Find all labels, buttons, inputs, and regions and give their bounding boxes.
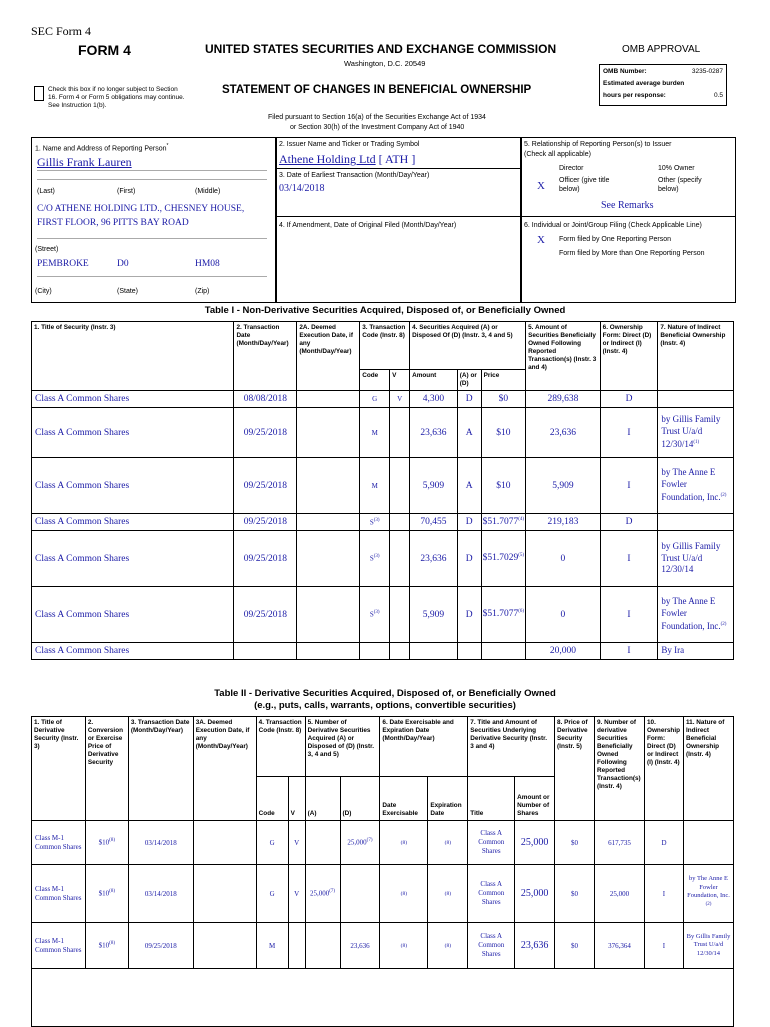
table1-row xyxy=(32,391,734,408)
t1-ad: D xyxy=(457,531,481,587)
t1-title: Class A Common Shares xyxy=(32,514,234,531)
t1-owned: 23,636 xyxy=(526,408,601,458)
t1-nature: by Gillis Family Trust U/a/d 12/30/14$^{(1)}$ xyxy=(658,408,734,458)
t1-price: Price xyxy=(481,370,525,391)
t2-exp: (8) xyxy=(428,923,468,969)
t2-h4: 4. Transaction Code (Instr. 8) xyxy=(256,717,305,777)
t1-amount xyxy=(410,643,458,660)
t2-date: 09/25/2018 xyxy=(128,923,193,969)
t2-owned: 25,000 xyxy=(595,865,645,923)
t2-h6: 6. Date Exercisable and Expiration Date (Month/Day/Year) xyxy=(380,717,468,777)
officer-mark: X xyxy=(537,180,545,192)
table1-row xyxy=(32,643,734,660)
t1-deemed xyxy=(297,643,360,660)
t1-form: I xyxy=(600,408,658,458)
t2-nature xyxy=(683,821,733,865)
t1-nature: by The Anne E Fowler Foundation, Inc.$^{(2)}$ xyxy=(658,458,734,514)
box2-issuer xyxy=(275,137,522,169)
t1-form: I xyxy=(600,587,658,643)
t1-code: M xyxy=(360,458,390,514)
t1-price: $0 xyxy=(481,391,525,408)
t2-h3a: 3A. Deemed Execution Date, if any (Month/Day/Year) xyxy=(193,717,256,821)
t1-h1: 1. Title of Security (Instr. 3) xyxy=(32,322,234,391)
t2-d: 23,636 xyxy=(340,923,380,969)
t2-exp: (8) xyxy=(428,865,468,923)
table2-title: Table II - Derivative Securities Acquired, Disposed of, or Beneficially Owned xyxy=(214,688,556,699)
t2-code: M xyxy=(256,923,288,969)
t2-code: Code xyxy=(256,777,288,821)
t1-price: $10 xyxy=(481,458,525,514)
box6-filing xyxy=(520,216,736,303)
form-title: FORM 4 xyxy=(78,42,131,58)
address-line1: C/O ATHENE HOLDING LTD., CHESNEY HOUSE, xyxy=(37,204,245,214)
address-line2: FIRST FLOOR, 96 PITTS BAY ROAD xyxy=(37,218,189,228)
t1-price xyxy=(481,643,525,660)
checkbox-instruction: Check this box if no longer subject to Section 16. Form 4 or Form 5 obligations may continue. See Instruction 1(b). xyxy=(48,86,185,109)
omb-number-value: 3235-0287 xyxy=(691,68,723,75)
t1-title: Class A Common Shares xyxy=(32,643,234,660)
middle-label: (Middle) xyxy=(195,188,221,195)
state-label: (State) xyxy=(117,288,139,295)
table1-row xyxy=(32,587,734,643)
t2-form: I xyxy=(644,923,683,969)
t2-h1: 1. Title of Derivative Security (Instr. 3) xyxy=(32,717,86,821)
t1-ad: D xyxy=(457,514,481,531)
t1-code: G xyxy=(360,391,390,408)
t1-code: Code xyxy=(360,370,390,391)
name-divider xyxy=(37,179,267,180)
t2-conv: $10$^{(8)}$ xyxy=(85,865,128,923)
t2-h11: 11. Nature of Indirect Beneficial Ownership (Instr. 4) xyxy=(683,717,733,821)
t2-form: I xyxy=(644,865,683,923)
box5-sub: (Check all applicable) xyxy=(524,151,591,158)
earliest-date-value: 03/14/2018 xyxy=(279,183,325,194)
box4-label: 4. If Amendment, Date of Original Filed (Month/Day/Year) xyxy=(279,222,457,229)
t2-title: Class M-1 Common Shares xyxy=(32,865,86,923)
t2-h3: 3. Transaction Date (Month/Day/Year) xyxy=(128,717,193,821)
box1-reporting-person xyxy=(31,137,277,303)
t1-date: 09/25/2018 xyxy=(234,408,297,458)
t1-nature xyxy=(658,514,734,531)
t2-h7: 7. Title and Amount of Securities Underlying Derivative Security (Instr. 3 and 4) xyxy=(468,717,555,777)
officer-option: Officer (give title below) xyxy=(559,177,610,193)
t1-form: D xyxy=(600,391,658,408)
t2-price: $0 xyxy=(555,923,595,969)
table1-row xyxy=(32,408,734,458)
t1-form: I xyxy=(600,643,658,660)
t1-price: $10 xyxy=(481,408,525,458)
hours-value: 0.5 xyxy=(713,92,723,99)
t1-aord: (A) or (D) xyxy=(457,370,481,391)
t2-title: Title xyxy=(468,777,515,821)
t2-exp: (8) xyxy=(428,821,468,865)
t1-amount: 5,909 xyxy=(410,458,458,514)
t1-code: $S^{(3)}$ xyxy=(360,514,390,531)
t1-price: $51.7077$^{(6)}$ xyxy=(481,587,525,643)
t1-deemed xyxy=(297,531,360,587)
t1-owned: 20,000 xyxy=(526,643,601,660)
t1-h2: 2. Transaction Date (Month/Day/Year) xyxy=(234,322,297,391)
t1-amount: 23,636 xyxy=(410,531,458,587)
t1-amount: 70,455 xyxy=(410,514,458,531)
t1-date: 09/25/2018 xyxy=(234,531,297,587)
t2-empty-row xyxy=(32,969,734,1027)
t2-price: $0 xyxy=(555,821,595,865)
t2-owned: 617,735 xyxy=(595,821,645,865)
hours-label: hours per response: xyxy=(603,92,666,99)
table1-row xyxy=(32,531,734,587)
t1-code: $S^{(3)}$ xyxy=(360,587,390,643)
box5-relationship xyxy=(520,137,736,217)
t2-v: V xyxy=(288,777,305,821)
t1-amount: Amount xyxy=(410,370,458,391)
filed-pursuant-line1: Filed pursuant to Section 16(a) of the Securities Exchange Act of 1934 xyxy=(268,114,486,121)
t2-a: (A) xyxy=(305,777,340,821)
t2-utitle: Class A Common Shares xyxy=(468,821,515,865)
t2-h9: 9. Number of derivative Securities Beneficially Owned Following Reported Transaction(s) (Instr. 4) xyxy=(595,717,645,821)
box6-label: 6. Individual or Joint/Group Filing (Check Applicable Line) xyxy=(524,222,702,229)
t2-uamt: 25,000 xyxy=(515,821,555,865)
t1-amount: 4,300 xyxy=(410,391,458,408)
t2-a: 25,000$^{(7)}$ xyxy=(305,865,340,923)
t1-title: Class A Common Shares xyxy=(32,391,234,408)
t2-title: Class M-1 Common Shares xyxy=(32,923,86,969)
table2-row xyxy=(32,821,734,865)
t1-v xyxy=(390,587,410,643)
t1-date: 08/08/2018 xyxy=(234,391,297,408)
t2-h8: 8. Price of Derivative Security (Instr. 5) xyxy=(555,717,595,821)
officer-title-remarks: See Remarks xyxy=(601,200,654,211)
t1-deemed xyxy=(297,458,360,514)
filed-pursuant-line2: or Section 30(h) of the Investment Company Act of 1940 xyxy=(290,124,465,131)
director-option: Director xyxy=(559,165,584,172)
t2-conv: $10$^{(8)}$ xyxy=(85,923,128,969)
statement-title: STATEMENT OF CHANGES IN BENEFICIAL OWNERSHIP xyxy=(222,84,532,96)
ten-percent-option: 10% Owner xyxy=(658,165,695,172)
t1-ad: A xyxy=(457,458,481,514)
t2-dex: (8) xyxy=(380,923,428,969)
omb-number-label: OMB Number: xyxy=(603,68,647,75)
omb-box xyxy=(599,64,727,106)
city-value: PEMBROKE xyxy=(37,259,89,269)
t1-code: $S^{(3)}$ xyxy=(360,531,390,587)
t1-form: I xyxy=(600,531,658,587)
t1-h2a: 2A. Deemed Execution Date, if any (Month/Day/Year) xyxy=(297,322,360,391)
t2-code: G xyxy=(256,821,288,865)
sec-form-label: SEC Form 4 xyxy=(31,24,92,38)
t1-v xyxy=(390,531,410,587)
t1-deemed xyxy=(297,408,360,458)
t1-ad xyxy=(457,643,481,660)
other-option: Other (specify below) xyxy=(658,177,702,193)
t2-price: $0 xyxy=(555,865,595,923)
t2-title: Class M-1 Common Shares xyxy=(32,821,86,865)
t2-h5: 5. Number of Derivative Securities Acquired (A) or Disposed of (D) (Instr. 3, 4 and 5) xyxy=(305,717,380,777)
burden-label: Estimated average burden xyxy=(603,80,685,87)
t1-title: Class A Common Shares xyxy=(32,531,234,587)
box3-earliest-date xyxy=(275,168,522,217)
t1-ad: D xyxy=(457,587,481,643)
table1-row xyxy=(32,458,734,514)
t1-amount: 5,909 xyxy=(410,587,458,643)
street-label: (Street) xyxy=(35,246,59,253)
t1-owned: 5,909 xyxy=(526,458,601,514)
t2-conv: $10$^{(8)}$ xyxy=(85,821,128,865)
t2-uamt: 25,000 xyxy=(515,865,555,923)
t1-title: Class A Common Shares xyxy=(32,408,234,458)
box5-label: 5. Relationship of Reporting Person(s) to Issuer xyxy=(524,141,672,148)
t2-dex: (8) xyxy=(380,821,428,865)
zip-label: (Zip) xyxy=(195,288,210,295)
zip-value: HM08 xyxy=(195,259,220,269)
box1-label: 1. Name and Address of Reporting Person* xyxy=(35,143,169,153)
box2-label: 2. Issuer Name and Ticker or Trading Symbol xyxy=(279,141,420,148)
t1-date: 09/25/2018 xyxy=(234,587,297,643)
t1-form: I xyxy=(600,458,658,514)
t1-price: $51.7077$^{(4)}$ xyxy=(481,514,525,531)
t2-nature: By Gillis Family Trust U/a/d 12/30/14 xyxy=(683,923,733,969)
t2-h10: 10. Ownership Form: Direct (D) or Indirect (I) (Instr. 4) xyxy=(644,717,683,821)
t1-nature: By Ira xyxy=(658,643,734,660)
t1-date: 09/25/2018 xyxy=(234,458,297,514)
t2-date: 03/14/2018 xyxy=(128,821,193,865)
t2-d: 25,000$^{(7)}$ xyxy=(340,821,380,865)
filing-option-one: Form filed by One Reporting Person xyxy=(559,236,672,243)
t1-nature: by The Anne E Fowler Foundation, Inc.$^{(2)}$ xyxy=(658,587,734,643)
t2-exp: Expiration Date xyxy=(428,777,468,821)
t1-amount: 23,636 xyxy=(410,408,458,458)
t1-ad: A xyxy=(457,408,481,458)
table2 xyxy=(31,716,734,1027)
t2-deemed xyxy=(193,923,256,969)
t1-nature: by Gillis Family Trust U/a/d 12/30/14 xyxy=(658,531,734,587)
t1-h7: 7. Nature of Indirect Beneficial Ownership (Instr. 4) xyxy=(658,322,734,391)
box3-label: 3. Date of Earliest Transaction (Month/Day/Year) xyxy=(279,172,430,179)
t1-form: D xyxy=(600,514,658,531)
city-divider xyxy=(37,276,267,277)
t1-v: V xyxy=(390,391,410,408)
t2-a xyxy=(305,923,340,969)
agency-city: Washington, D.C. 20549 xyxy=(344,59,426,68)
t2-a xyxy=(305,821,340,865)
t1-code: M xyxy=(360,408,390,458)
t1-v: V xyxy=(390,370,410,391)
t1-ad: D xyxy=(457,391,481,408)
t1-owned: 219,183 xyxy=(526,514,601,531)
t1-h6: 6. Ownership Form: Direct (D) or Indirect (I) (Instr. 4) xyxy=(600,322,658,391)
t2-owned: 376,364 xyxy=(595,923,645,969)
t1-date: 09/25/2018 xyxy=(234,514,297,531)
t2-utitle: Class A Common Shares xyxy=(468,865,515,923)
t1-title: Class A Common Shares xyxy=(32,458,234,514)
t1-price: $51.7029$^{(5)}$ xyxy=(481,531,525,587)
t1-v xyxy=(390,514,410,531)
issuer-ticker: Athene Holding Ltd [ ATH ] xyxy=(279,152,416,166)
t1-v xyxy=(390,458,410,514)
t2-nature: by The Anne E Fowler Foundation, Inc.$^{(2)}$ xyxy=(683,865,733,923)
table1-row xyxy=(32,514,734,531)
reporting-person-name[interactable]: Gillis Frank Lauren xyxy=(37,155,267,171)
no-longer-subject-checkbox[interactable] xyxy=(34,86,44,101)
last-label: (Last) xyxy=(37,188,55,195)
t2-dex: (8) xyxy=(380,865,428,923)
t1-h5: 5. Amount of Securities Beneficially Owned Following Reported Transaction(s) (Instr. 3 and 4) xyxy=(526,322,601,391)
city-label: (City) xyxy=(35,288,52,295)
t2-date: 03/14/2018 xyxy=(128,865,193,923)
t1-h3: 3. Transaction Code (Instr. 8) xyxy=(360,322,410,370)
table1-title: Table I - Non-Derivative Securities Acquired, Disposed of, or Beneficially Owned xyxy=(204,305,566,316)
first-label: (First) xyxy=(117,188,136,195)
t2-date-ex: Date Exercisable xyxy=(380,777,428,821)
t1-v xyxy=(390,408,410,458)
t2-v: V xyxy=(288,865,305,923)
t2-amount: Amount or Number of Shares xyxy=(515,777,555,821)
t1-owned: 289,638 xyxy=(526,391,601,408)
t2-h2: 2. Conversion or Exercise Price of Derivative Security xyxy=(85,717,128,821)
t1-owned: 0 xyxy=(526,531,601,587)
t2-utitle: Class A Common Shares xyxy=(468,923,515,969)
table2-subtitle: (e.g., puts, calls, warrants, options, convertible securities) xyxy=(254,700,516,711)
t1-deemed xyxy=(297,391,360,408)
agency-title: UNITED STATES SECURITIES AND EXCHANGE COMMISSION xyxy=(205,42,557,56)
t2-form: D xyxy=(644,821,683,865)
t1-code xyxy=(360,643,390,660)
t2-v xyxy=(288,923,305,969)
state-value: D0 xyxy=(117,259,129,269)
table2-row xyxy=(32,923,734,969)
omb-approval-title: OMB APPROVAL xyxy=(622,44,701,55)
box4-amendment xyxy=(275,216,522,303)
t2-code: G xyxy=(256,865,288,923)
t1-owned: 0 xyxy=(526,587,601,643)
filing-mark: X xyxy=(537,234,545,246)
t1-nature xyxy=(658,391,734,408)
t1-date xyxy=(234,643,297,660)
filing-option-more: Form filed by More than One Reporting Person xyxy=(559,250,705,257)
t1-deemed xyxy=(297,514,360,531)
t1-title: Class A Common Shares xyxy=(32,587,234,643)
table1 xyxy=(31,321,734,660)
table2-row xyxy=(32,865,734,923)
t2-deemed xyxy=(193,821,256,865)
t1-h4: 4. Securities Acquired (A) or Disposed Of (D) (Instr. 3, 4 and 5) xyxy=(410,322,526,370)
t1-deemed xyxy=(297,587,360,643)
t2-deemed xyxy=(193,865,256,923)
t2-uamt: 23,636 xyxy=(515,923,555,969)
t2-d: (D) xyxy=(340,777,380,821)
t2-v: V xyxy=(288,821,305,865)
t1-v xyxy=(390,643,410,660)
t2-d xyxy=(340,865,380,923)
address-divider xyxy=(37,238,267,239)
